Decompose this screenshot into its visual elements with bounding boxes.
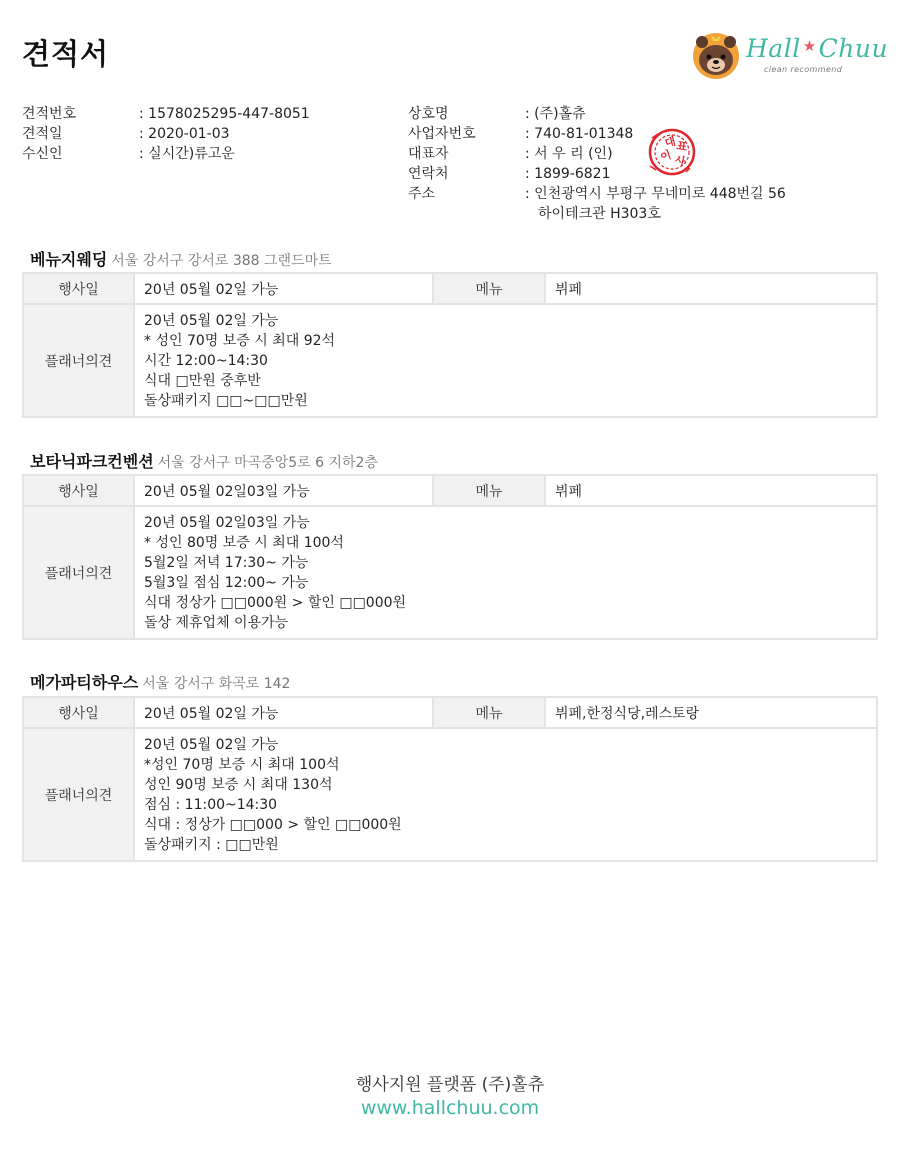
menu-label: 메뉴 — [433, 475, 545, 506]
ceo-label: 대표자 — [408, 146, 449, 162]
table-row — [23, 273, 877, 304]
star-icon: ★ — [802, 37, 817, 55]
venue-heading — [30, 670, 290, 693]
venue-heading — [30, 449, 378, 472]
seal-glyph-4: 사 — [673, 153, 687, 169]
venue-name: 메가파티하우스 — [30, 673, 139, 692]
note-line: 5월2일 저녁 17:30~ 가능 — [144, 555, 309, 571]
menu-label: 메뉴 — [433, 273, 545, 304]
address-value-line2: 하이테크관 H303호 — [538, 206, 661, 222]
event-date-value: 20년 05월 02일 가능 — [134, 697, 433, 728]
company-name-row — [408, 104, 878, 124]
recipient-row — [22, 144, 382, 164]
menu-label: 메뉴 — [433, 697, 545, 728]
planner-note-label: 플래너의견 — [23, 304, 134, 417]
quote-date-label: 견적일 — [22, 126, 63, 142]
planner-note-label: 플래너의견 — [23, 728, 134, 861]
note-line: 식대 □만원 중후반 — [144, 373, 261, 389]
note-line: 5월3일 점심 12:00~ 가능 — [144, 575, 309, 591]
note-line: 식대 : 정상가 □□000 > 할인 □□000원 — [144, 817, 402, 833]
menu-value: 뷔페,한정식당,레스토랑 — [545, 697, 877, 728]
footer-company: 행사지원 플랫폼 (주)홀츄 — [355, 1075, 545, 1095]
note-line: 점심 : 11:00~14:30 — [144, 797, 278, 813]
venue-address: 서울 강서구 강서로 388 그랜드마트 — [111, 253, 332, 269]
table-row — [23, 728, 877, 861]
quote-date-value: : 2020-01-03 — [139, 126, 230, 142]
red-seal-stamp — [640, 124, 700, 182]
menu-value: 뷔페 — [545, 273, 877, 304]
event-date-label: 행사일 — [23, 273, 134, 304]
brand-tagline: clean recommend — [764, 65, 843, 74]
planner-note-value — [134, 728, 877, 861]
brand-right: Chuu — [818, 34, 889, 63]
address-row-2 — [408, 204, 878, 224]
event-date-value: 20년 05월 02일03일 가능 — [134, 475, 433, 506]
bear-face-icon — [692, 30, 740, 80]
seal-glyph-1: 대 — [663, 134, 678, 150]
note-line: 돌상 제휴업체 이용가능 — [144, 615, 289, 631]
note-line: * 성인 70명 보증 시 최대 92석 — [144, 333, 336, 349]
table-row — [23, 304, 877, 417]
note-line: 20년 05월 02일03일 가능 — [144, 515, 310, 531]
seal-glyph-2: 표 — [675, 139, 689, 154]
table-row — [23, 506, 877, 639]
company-name-value: : (주)홀츄 — [525, 106, 586, 122]
address-label: 주소 — [408, 186, 436, 202]
brand-left: Hall — [746, 34, 801, 63]
contact-label: 연락처 — [408, 166, 449, 182]
business-number-label: 사업자번호 — [408, 126, 476, 142]
menu-value: 뷔페 — [545, 475, 877, 506]
note-line: 돌상패키지 □□~□□만원 — [144, 393, 308, 409]
note-line: 시간 12:00~14:30 — [144, 353, 268, 369]
venue-heading — [30, 247, 332, 270]
venue-address: 서울 강서구 마곡중앙5로 6 지하2층 — [157, 455, 378, 471]
page-title: 견적서 — [22, 37, 110, 71]
venue-quote-table — [22, 696, 878, 862]
recipient-label: 수신인 — [22, 146, 63, 162]
note-line: 20년 05월 02일 가능 — [144, 737, 279, 753]
quote-number-row — [22, 104, 382, 124]
quote-number-value: : 1578025295-447-8051 — [139, 106, 310, 122]
planner-note-value — [134, 506, 877, 639]
footer-website-link[interactable]: www.hallchuu.com — [360, 1097, 540, 1119]
address-row — [408, 184, 878, 204]
venue-name: 베뉴지웨딩 — [30, 250, 108, 269]
event-date-label: 행사일 — [23, 475, 134, 506]
venue-address: 서울 강서구 화곡로 142 — [142, 676, 291, 692]
address-value: : 인천광역시 부평구 무네미로 448번길 56 — [525, 186, 786, 202]
note-line: 20년 05월 02일 가능 — [144, 313, 279, 329]
venue-name: 보타닉파크컨벤션 — [30, 452, 154, 471]
venue-quote-table — [22, 474, 878, 640]
ceo-value: : 서 우 리 (인) — [525, 146, 613, 162]
event-date-label: 행사일 — [23, 697, 134, 728]
seal-glyph-3: 이 — [658, 147, 674, 164]
planner-note-value — [134, 304, 877, 417]
quote-number-label: 견적번호 — [22, 106, 77, 122]
quote-date-row — [22, 124, 382, 144]
venue-quote-table — [22, 272, 878, 418]
note-line: * 성인 80명 보증 시 최대 100석 — [144, 535, 344, 551]
table-row — [23, 475, 877, 506]
note-line: 돌상패키지 : □□만원 — [144, 837, 279, 853]
event-date-value: 20년 05월 02일 가능 — [134, 273, 433, 304]
contact-value: : 1899-6821 — [525, 166, 611, 182]
recipient-value: : 실시간)류고운 — [139, 146, 235, 162]
hallchuu-logo — [692, 30, 889, 82]
quote-meta — [22, 104, 382, 164]
planner-note-label: 플래너의견 — [23, 506, 134, 639]
note-line: 성인 90명 보증 시 최대 130석 — [144, 777, 333, 793]
company-name-label: 상호명 — [408, 106, 449, 122]
business-number-value: : 740-81-01348 — [525, 126, 634, 142]
note-line: 식대 정상가 □□000원 > 할인 □□000원 — [144, 595, 407, 611]
brand-wordmark — [746, 34, 888, 63]
note-line: *성인 70명 보증 시 최대 100석 — [144, 757, 340, 773]
table-row — [23, 697, 877, 728]
